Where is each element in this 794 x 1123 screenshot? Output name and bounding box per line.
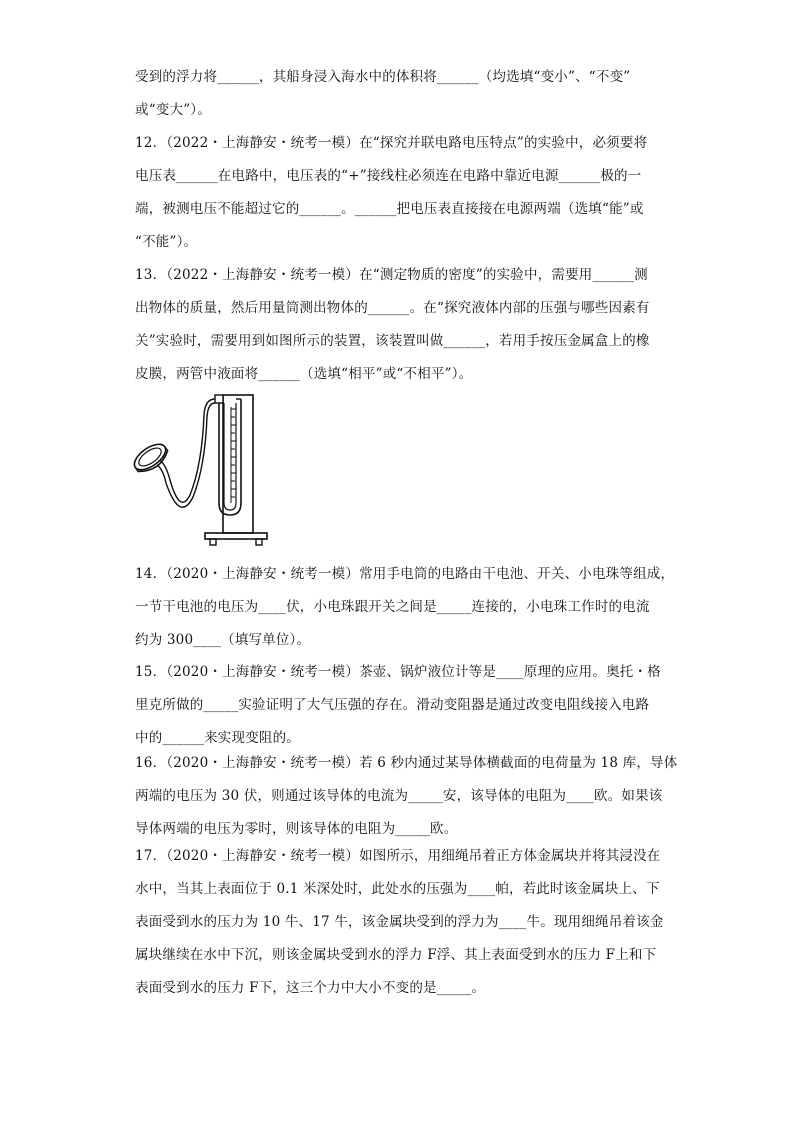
q17-line-3: 表面受到水的压力为 10 牛、17 牛，该金属块受到的浮力为____牛。现用细绳吊着该金 xyxy=(135,914,664,930)
question-15 xyxy=(135,656,665,755)
u-tube-manometer-figure xyxy=(130,385,280,550)
question-13 xyxy=(135,259,665,391)
q13-line-2: 出物体的质量，然后用量筒测出物体的______。在“探究液体内部的压强与哪些因素有 xyxy=(135,300,650,316)
q17-line-2: 水中，当其上表面位于 0.1 米深处时，此处水的压强为____帕，若此时该金属块上、下 xyxy=(135,881,660,897)
question-14 xyxy=(135,558,675,657)
q12-line-4: “不能”）。 xyxy=(135,234,198,250)
q17-line-1: 17．（2020・上海静安・统考一模）如图所示，用细绳吊着正方体金属块并将其浸没在 xyxy=(135,848,661,864)
question-12 xyxy=(135,127,665,259)
question-16 xyxy=(135,747,678,846)
question-17 xyxy=(135,840,665,1005)
q12-line-1: 12．（2022・上海静安・统考一模）在“探究并联电路电压特点”的实验中，必须要将 xyxy=(135,135,648,151)
q14-line-1: 14．（2020・上海静安・统考一模）常用手电筒的电路由干电池、开关、小电珠等组成， xyxy=(135,566,675,582)
q16-line-2: 两端的电压为 30 伏，则通过该导体的电流为_____安，该导体的电阻为____欧。如果该 xyxy=(135,788,663,804)
q17-line-4: 属块继续在水中下沉，则该金属块受到水的浮力 F浮、其上表面受到水的压力 F上和下 xyxy=(135,947,657,963)
q15-line-1: 15．（2020・上海静安・统考一模）茶壶、锅炉液位计等是____原理的应用。奥托・格 xyxy=(135,664,661,680)
q13-line-3: 关”实验时，需要用到如图所示的装置，该装置叫做______，若用手按压金属盒上的橡 xyxy=(135,333,650,349)
q11-line-1: 受到的浮力将______，其船身浸入海水中的体积将______（均选填“变小”、“不变” xyxy=(135,69,631,85)
q16-line-3: 导体两端的电压为零时，则该导体的电阻为_____欧。 xyxy=(135,821,458,837)
question-11-continuation xyxy=(135,61,665,127)
q11-line-2: 或“变大”）。 xyxy=(135,102,211,118)
q14-line-2: 一节干电池的电压为____伏，小电珠跟开关之间是_____连接的，小电珠工作时的电流 xyxy=(135,599,650,615)
q12-line-3: 端，被测电压不能超过它的______。______把电压表直接接在电源两端（选填“能”或 xyxy=(135,201,644,217)
q13-line-1: 13．（2022・上海静安・统考一模）在“测定物质的密度”的实验中，需要用______测 xyxy=(135,267,648,283)
q14-line-3: 约为 300____（填写单位）。 xyxy=(135,632,311,648)
q13-line-4: 皮膜，两管中液面将______（选填“相平”或“不相平”）。 xyxy=(135,366,473,382)
q12-line-2: 电压表______在电路中，电压表的“+”接线柱必须连在电路中靠近电源______极的一 xyxy=(135,168,642,184)
q15-line-2: 里克所做的_____实验证明了大气压强的存在。滑动变阻器是通过改变电阻线接入电路 xyxy=(135,697,650,713)
q15-line-3: 中的______来实现变阻的。 xyxy=(135,730,300,746)
q17-line-5: 表面受到水的压力 F下，这三个力中大小不变的是_____。 xyxy=(135,980,486,996)
q16-line-1: 16．（2020・上海静安・统考一模）若 6 秒内通过某导体横截面的电荷量为 18 库，导体 xyxy=(135,755,678,771)
